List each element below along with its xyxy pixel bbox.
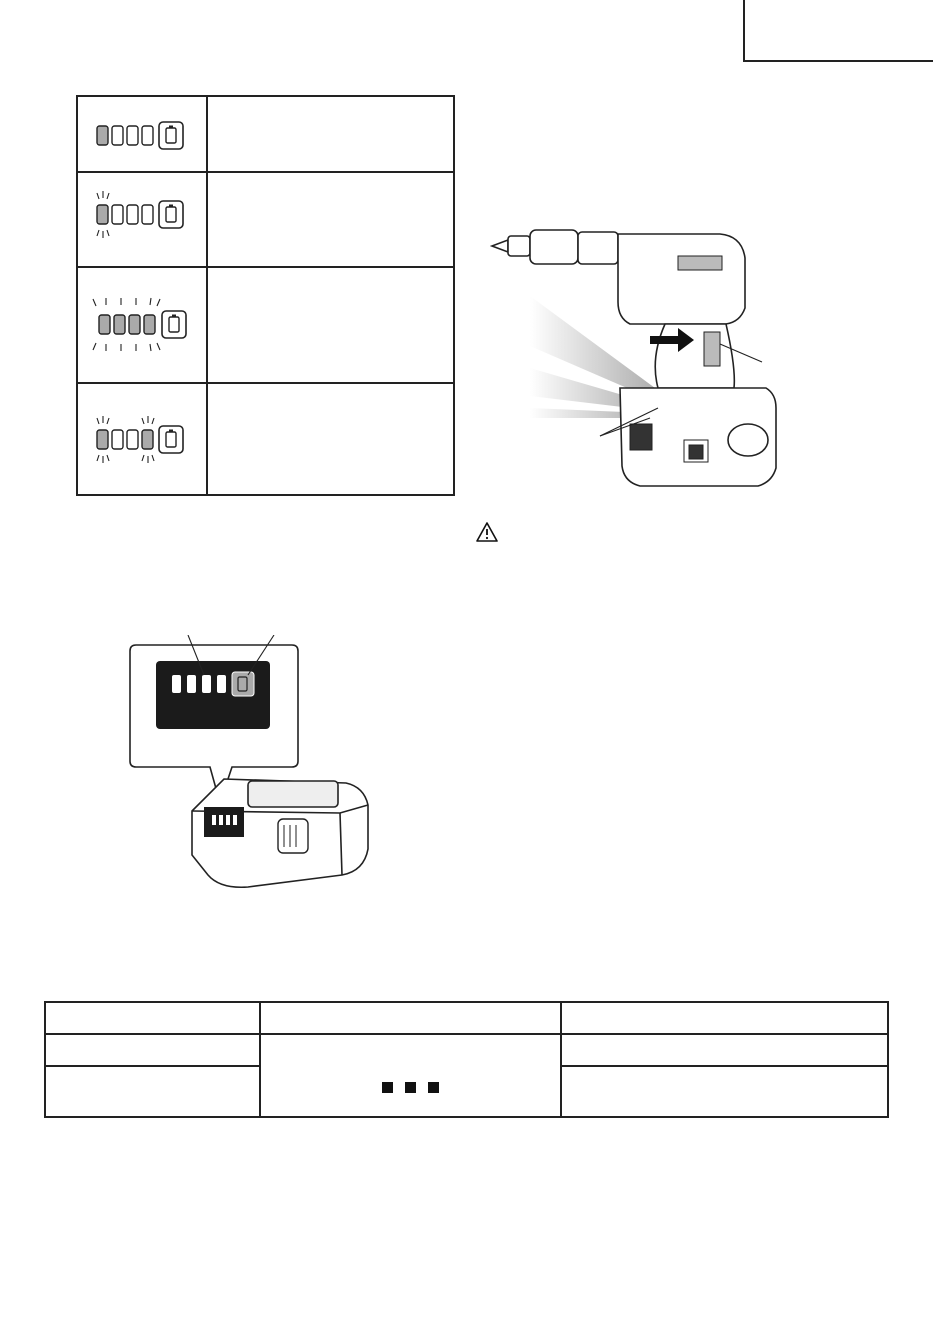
table-header: [562, 1003, 887, 1033]
indicator-row: [78, 97, 453, 171]
table-header: [46, 1003, 259, 1033]
table-cell: [46, 1067, 259, 1116]
led-first-blinking-icon: [78, 173, 208, 266]
blink-pattern-squares-icon: [261, 1081, 560, 1098]
comparison-table: [44, 1001, 889, 1118]
table-cell: [562, 1067, 887, 1116]
table-cell: [261, 1035, 560, 1075]
page-corner-label: [745, 0, 933, 22]
indicator-row: [78, 266, 453, 382]
indicator-row: [78, 171, 453, 266]
led-first-and-fourth-blinking-icon: [78, 384, 208, 494]
warning-triangle-icon: [476, 522, 498, 542]
page-corner-tab: [743, 0, 933, 62]
table-header: [261, 1003, 560, 1033]
led-all-blinking-icon: [78, 268, 208, 382]
indicator-lamp-table: [76, 95, 455, 496]
battery-pack-indicator-illustration: [128, 635, 388, 895]
indicator-row: [78, 382, 453, 494]
led-first-solid-icon: [78, 97, 208, 171]
table-cell: [46, 1035, 259, 1065]
table-cell: [562, 1035, 887, 1065]
screwdriver-drill-illustration: [490, 218, 780, 498]
